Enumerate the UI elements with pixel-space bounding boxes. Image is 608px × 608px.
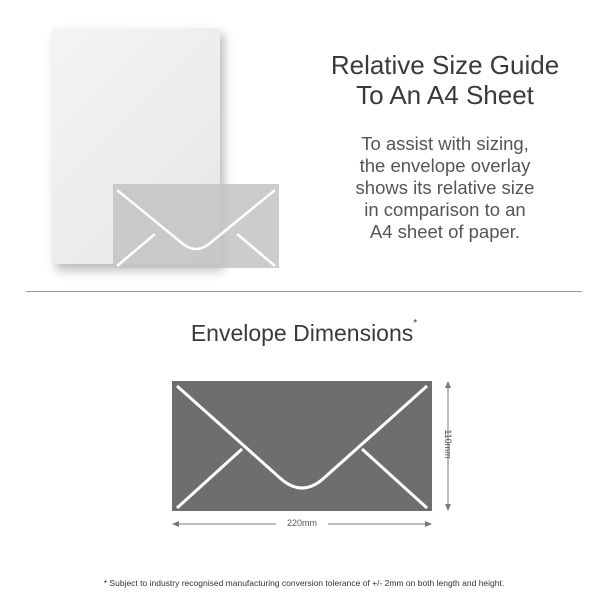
guide-description-line: in comparison to an (364, 199, 526, 220)
guide-description-line: shows its relative size (355, 177, 535, 198)
dimensions-title-text: Envelope Dimensions (190, 320, 414, 346)
dimensions-title-footnote-mark: * (413, 318, 418, 329)
dimensions-title (0, 320, 608, 347)
width-label: 220mm (276, 516, 328, 530)
guide-description-line: To assist with sizing, (361, 133, 529, 154)
envelope-overlay (113, 184, 279, 268)
guide-title-line: Relative Size Guide (330, 50, 560, 80)
envelope-diagram (172, 381, 432, 511)
guide-description-line: A4 sheet of paper. (369, 221, 521, 242)
footnote: * Subject to industry recognised manufacturing conversion tolerance of +/- 2mm on both length and height. (103, 578, 505, 588)
guide-title (290, 50, 600, 110)
section-divider (26, 291, 582, 292)
guide-title-line: To An A4 Sheet (356, 80, 534, 110)
guide-description-line: the envelope overlay (359, 155, 531, 176)
guide-description (300, 133, 590, 243)
height-label: 110mm (443, 429, 453, 459)
